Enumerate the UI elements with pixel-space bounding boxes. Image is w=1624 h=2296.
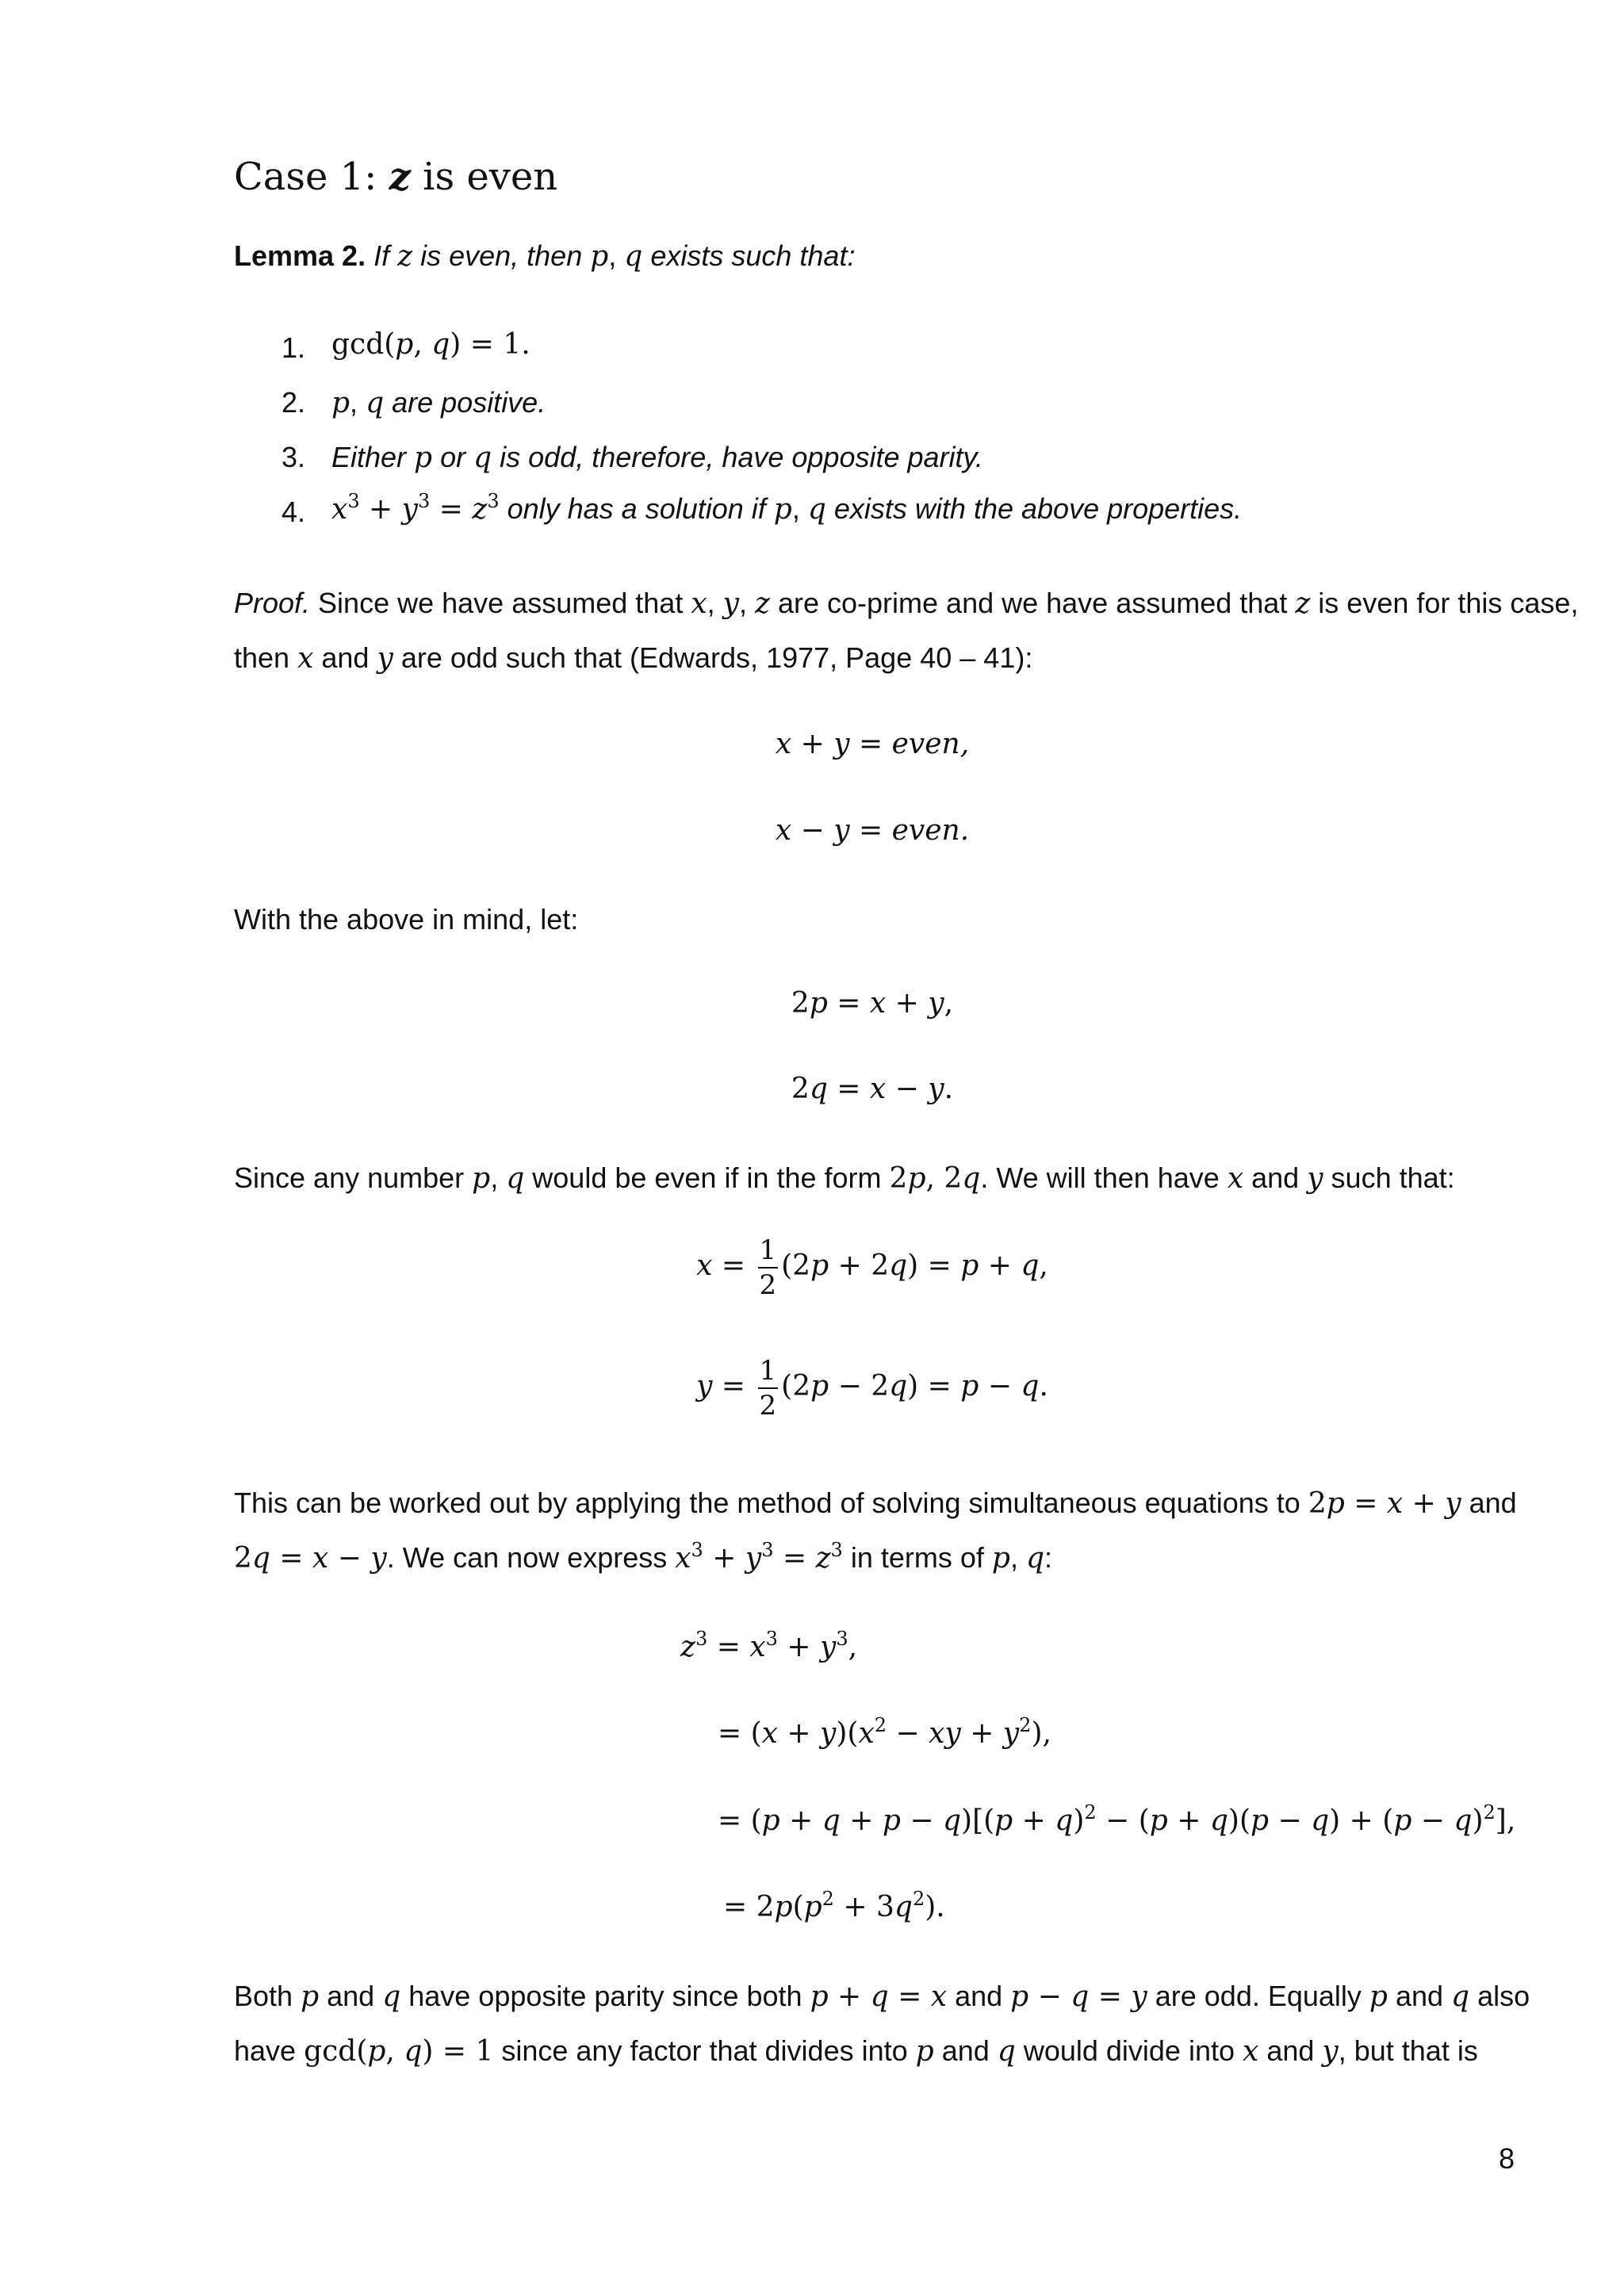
page-number: 8: [1499, 2142, 1515, 2175]
section-heading: [234, 155, 557, 199]
fraction-half: $\frac{1}{2}$: [759, 1355, 777, 1422]
list-number: 1.: [282, 331, 306, 364]
text-since-any: Since any number p, q would be even if in the form 2p, 2q. We will then have x and y such that:: [234, 1161, 1455, 1195]
proof-line-2: then x and y are odd such that (Edwards, 1977, Page 40 – 41):: [234, 641, 1033, 675]
list-number: 3.: [282, 441, 306, 473]
equation-sum-even: x + y = even,: [775, 728, 970, 760]
text-both-parity: Both p and q have opposite parity since both p + q = x and p − q = y are odd. Equally p and q also: [234, 1980, 1530, 2013]
derivation-line-2: = $(x + y)(x^2$ − xy + $y^2$),: [718, 1714, 1051, 1750]
fraction-half: $\frac{1}{2}$: [759, 1234, 777, 1301]
heading-suffix: is even: [410, 155, 558, 199]
heading-prefix: Case 1:: [234, 155, 389, 199]
text-have-gcd: have gcd(p, q) = 1 since any factor that divides into p and q would divide into x and y, but that is: [234, 2034, 1478, 2068]
text-worked-out: This can be worked out by applying the method of solving simultaneous equations to 2p = x + y and: [234, 1487, 1517, 1520]
list-item-4: $x^3 + y^3 = z^3$ only has a solution if p, q exists with the above properties.: [331, 490, 1243, 526]
equation-diff-even: x − y = even.: [775, 814, 970, 847]
list-item-2: p, q are positive.: [331, 386, 546, 419]
list-number: 2.: [282, 386, 306, 419]
derivation-line-1: $z^3 = x^3 + y^3$,: [680, 1628, 858, 1663]
text-express: 2q = x − y. We can now express $x^3 + y^3 = z^3$ in terms of p, q:: [234, 1539, 1053, 1575]
list-number: 4.: [282, 496, 306, 528]
heading-var: z: [389, 155, 411, 199]
derivation-line-3: = $(p + q + p - q)[(p + q)^2 - (p + q)(p - q) + (p - q)^2]$,: [718, 1801, 1516, 1837]
proof-label: Proof.: [234, 587, 311, 619]
lemma-label: Lemma 2.: [234, 239, 366, 272]
proof-line-1: Proof. Since we have assumed that x, y, z are co-prime and we have assumed that z is even for this case,: [234, 587, 1579, 620]
derivation-line-4: = $2p(p^2 + 3q^2)$.: [723, 1888, 945, 1923]
equation-2q: 2q = x − y.: [791, 1073, 954, 1105]
lemma-statement: Lemma 2. If z is even, then p, q exists such that:: [234, 239, 856, 273]
list-item-3: Either p or q is odd, therefore, have opposite parity.: [331, 441, 983, 474]
list-item-1: gcd(p, q) = 1.: [331, 328, 530, 361]
text-with-above: With the above in mind, let:: [234, 903, 579, 936]
equation-2p: 2p = x + y,: [791, 987, 954, 1020]
equation-y: y = $\frac{1}{2}$ (2p − 2q) = p − q.: [696, 1355, 1048, 1422]
equation-x: x = $\frac{1}{2}$ (2p + 2q) = p + q,: [696, 1234, 1048, 1301]
